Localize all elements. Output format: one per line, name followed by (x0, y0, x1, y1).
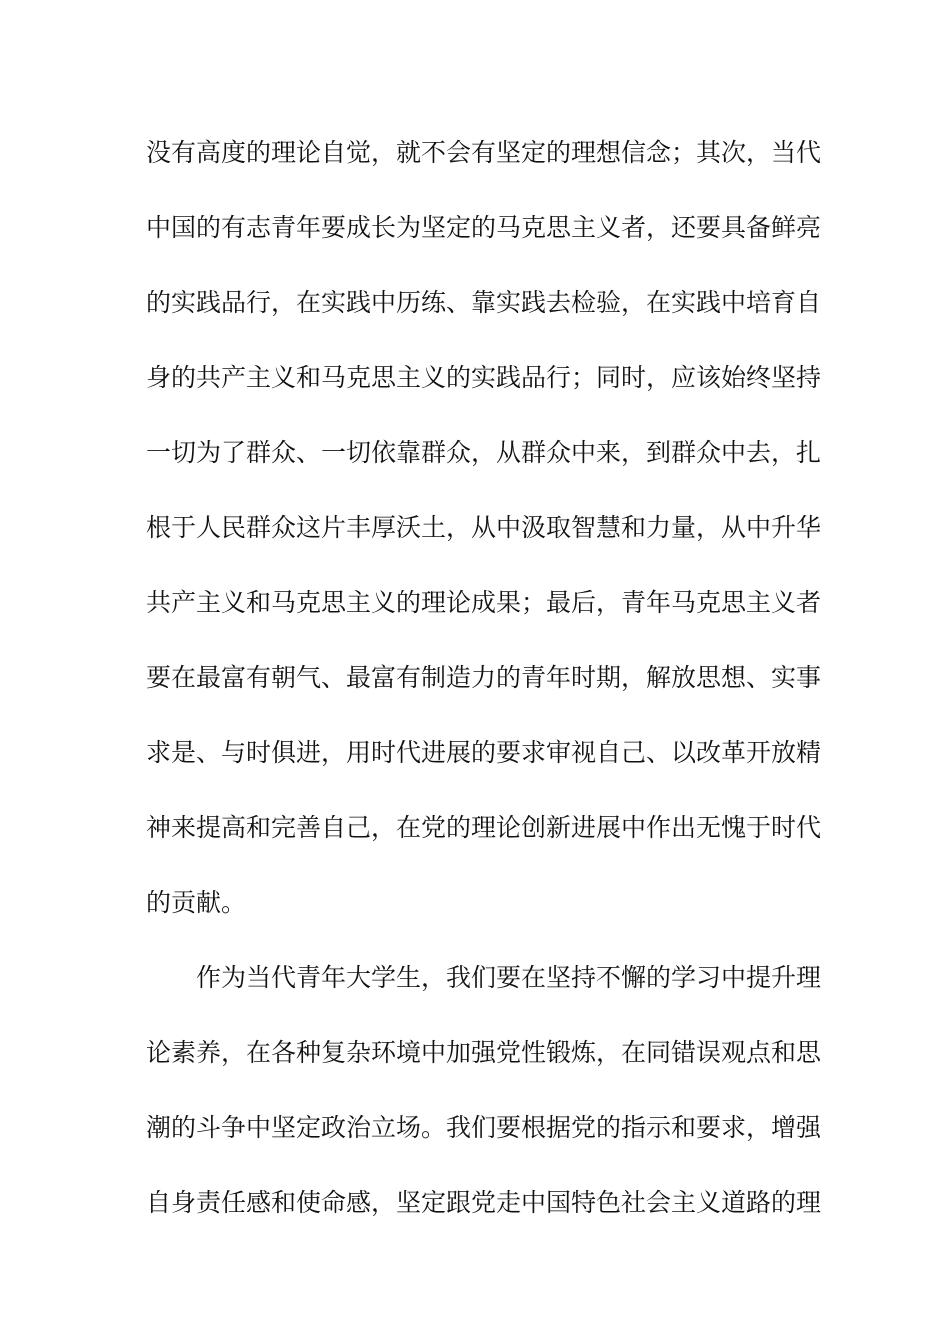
paragraph-line: 共产主义和马克思主义的理论成果；最后，青年马克思主义者 (146, 588, 822, 617)
paragraph-line: 一切为了群众、一切依靠群众，从群众中来，到群众中去，扎 (146, 438, 822, 467)
paragraph-line: 自身责任感和使命感，坚定跟党走中国特色社会主义道路的理 (146, 1188, 822, 1217)
paragraph-line: 没有高度的理论自觉，就不会有坚定的理想信念；其次，当代 (146, 138, 822, 167)
paragraph-line: 要在最富有朝气、最富有制造力的青年时期，解放思想、实事 (146, 663, 822, 692)
paragraph-line: 神来提高和完善自己，在党的理论创新进展中作出无愧于时代 (146, 813, 822, 842)
paragraph-line: 潮的斗争中坚定政治立场。我们要根据党的指示和要求，增强 (146, 1113, 822, 1142)
paragraph-line: 中国的有志青年要成长为坚定的马克思主义者，还要具备鲜亮 (146, 213, 822, 242)
paragraph-line: 身的共产主义和马克思主义的实践品行；同时，应该始终坚持 (146, 363, 822, 392)
paragraph-line: 论素养，在各种复杂环境中加强党性锻炼，在同错误观点和思 (146, 1038, 822, 1067)
paragraph-line: 求是、与时俱进，用时代进展的要求审视自己、以改革开放精 (146, 738, 822, 767)
paragraph-line: 根于人民群众这片丰厚沃土，从中汲取智慧和力量，从中升华 (146, 513, 822, 542)
paragraph-line: 的实践品行，在实践中历练、靠实践去检验，在实践中培育自 (146, 288, 822, 317)
paragraph-line-indented: 作为当代青年大学生，我们要在坚持不懈的学习中提升理 (196, 963, 822, 992)
paragraph-line: 的贡献。 (146, 888, 247, 917)
